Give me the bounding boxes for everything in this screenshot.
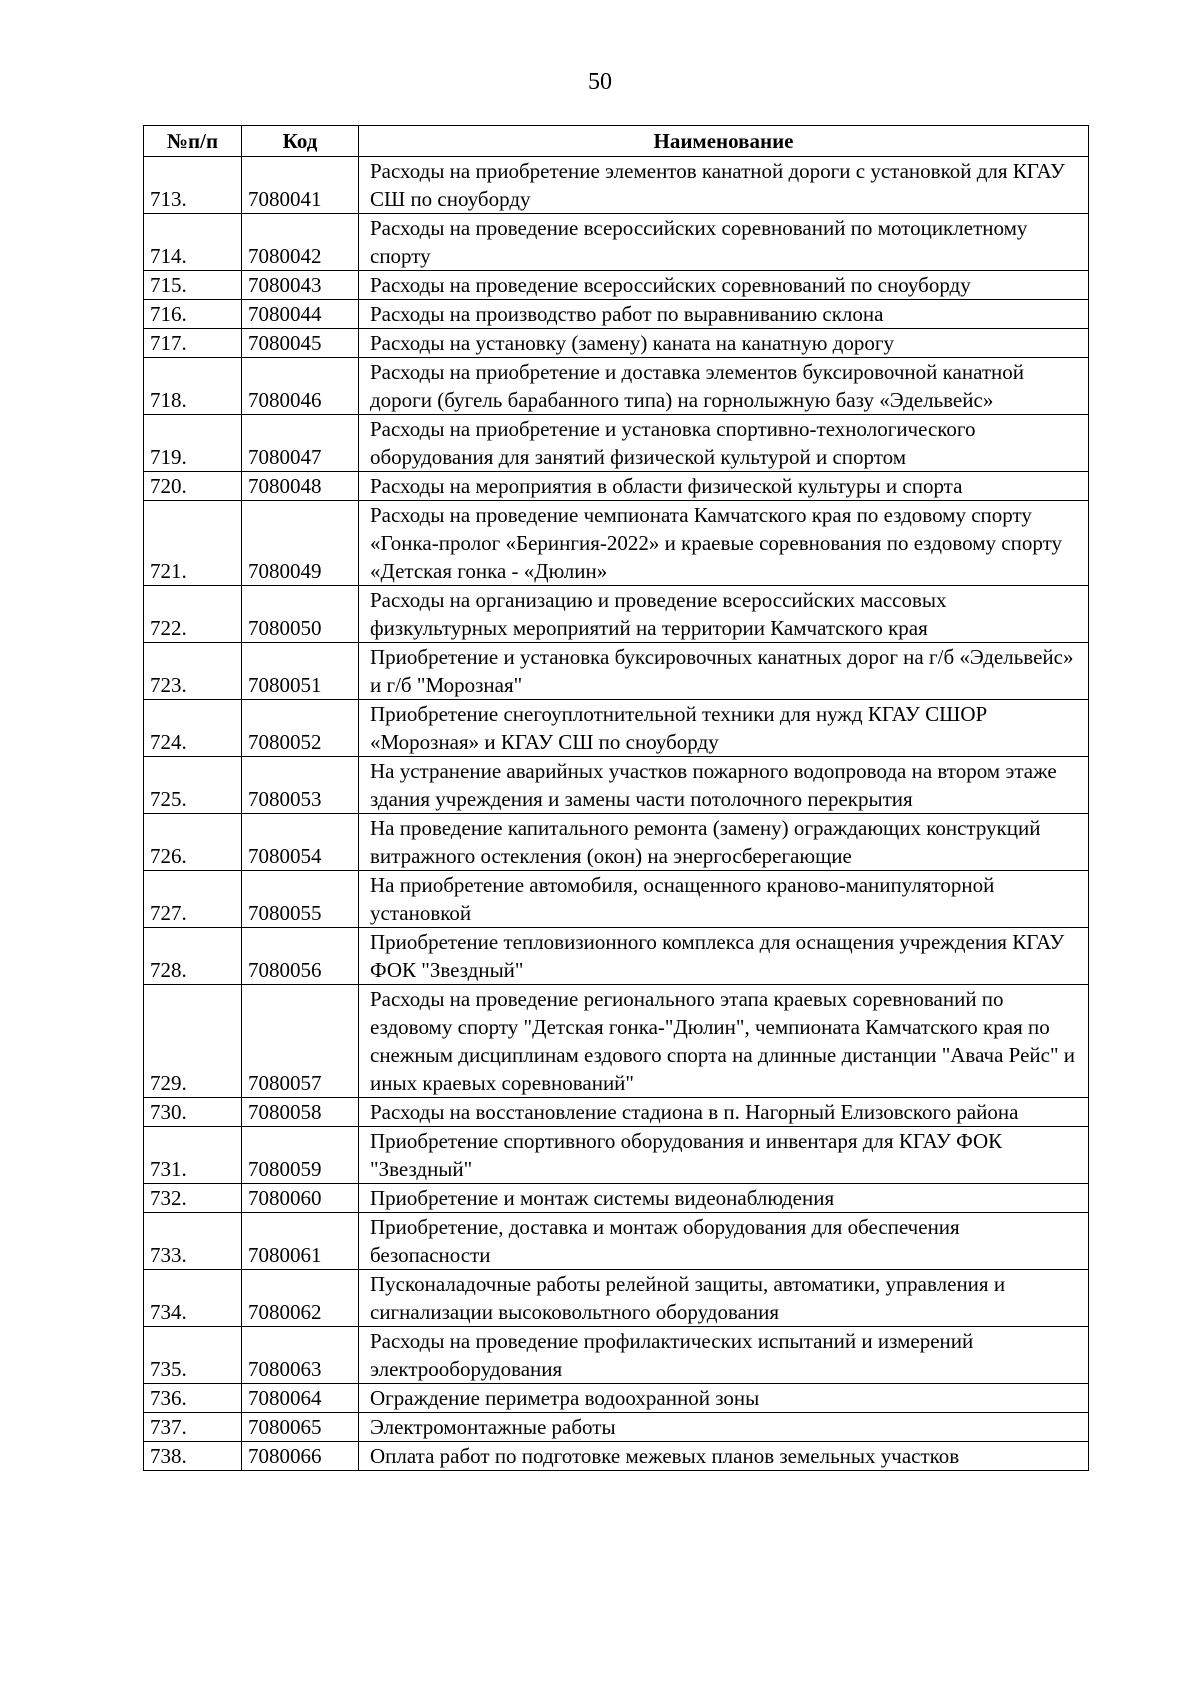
row-code-cell: 7080058 xyxy=(242,1098,359,1127)
row-code-cell: 7080063 xyxy=(242,1327,359,1384)
row-name-cell: Приобретение спортивного оборудования и инвентаря для КГАУ ФОК "Звездный" xyxy=(359,1127,1089,1184)
row-name-cell: Расходы на приобретение и доставка элементов буксировочной канатной дороги (бугель барабанного типа) на горнолыжную базу «Эдельвейс» xyxy=(359,358,1089,415)
row-name-cell: Приобретение тепловизионного комплекса для оснащения учреждения КГАУ ФОК "Звездный" xyxy=(359,928,1089,985)
table-row xyxy=(144,415,1089,472)
row-name-cell: Расходы на приобретение и установка спортивно-технологического оборудования для занятий физической культурой и спортом xyxy=(359,415,1089,472)
row-name-cell: Расходы на организацию и проведение всероссийских массовых физкультурных мероприятий на территории Камчатского края xyxy=(359,586,1089,643)
table-row xyxy=(144,157,1089,214)
row-name-cell: На приобретение автомобиля, оснащенного краново-манипуляторной установкой xyxy=(359,871,1089,928)
table-row xyxy=(144,586,1089,643)
row-name-cell: Электромонтажные работы xyxy=(359,1413,1089,1442)
table-row xyxy=(144,472,1089,501)
table-row xyxy=(144,1384,1089,1413)
row-code-cell: 7080041 xyxy=(242,157,359,214)
row-number-cell: 714. xyxy=(144,214,242,271)
row-name-cell: Расходы на проведение регионального этапа краевых соревнований по ездовому спорту "Детская гонка-"Дюлин", чемпионата Камчатского края по снежным дисциплинам ездового спорта на длинные дистанции "Авача Рейс" и иных краевых соревнований" xyxy=(359,985,1089,1098)
row-name-cell: Расходы на установку (замену) каната на канатную дорогу xyxy=(359,329,1089,358)
row-code-cell: 7080044 xyxy=(242,300,359,329)
budget-code-table xyxy=(143,125,1089,1471)
row-number-cell: 738. xyxy=(144,1442,242,1471)
row-name-cell: Приобретение, доставка и монтаж оборудования для обеспечения безопасности xyxy=(359,1213,1089,1270)
row-code-cell: 7080052 xyxy=(242,700,359,757)
table-row xyxy=(144,700,1089,757)
row-number-cell: 730. xyxy=(144,1098,242,1127)
table-row xyxy=(144,871,1089,928)
row-code-cell: 7080046 xyxy=(242,358,359,415)
row-name-cell: Ограждение периметра водоохранной зоны xyxy=(359,1384,1089,1413)
row-code-cell: 7080053 xyxy=(242,757,359,814)
row-number-cell: 720. xyxy=(144,472,242,501)
row-name-cell: Приобретение и монтаж системы видеонаблюдения xyxy=(359,1184,1089,1213)
row-name-cell: Расходы на проведение профилактических испытаний и измерений электрооборудования xyxy=(359,1327,1089,1384)
row-code-cell: 7080054 xyxy=(242,814,359,871)
table-row xyxy=(144,928,1089,985)
row-code-cell: 7080060 xyxy=(242,1184,359,1213)
table-row xyxy=(144,1413,1089,1442)
row-code-cell: 7080056 xyxy=(242,928,359,985)
row-name-cell: Расходы на приобретение элементов канатной дороги с установкой для КГАУ СШ по сноуборду xyxy=(359,157,1089,214)
row-number-cell: 721. xyxy=(144,501,242,586)
row-number-cell: 736. xyxy=(144,1384,242,1413)
table-row xyxy=(144,1184,1089,1213)
table-header-row xyxy=(144,126,1089,157)
row-name-cell: На проведение капитального ремонта (замену) ограждающих конструкций витражного остекления (окон) на энергосберегающие xyxy=(359,814,1089,871)
header-number: №п/п xyxy=(144,126,242,157)
page-number: 50 xyxy=(588,69,612,95)
row-number-cell: 733. xyxy=(144,1213,242,1270)
row-code-cell: 7080059 xyxy=(242,1127,359,1184)
row-code-cell: 7080049 xyxy=(242,501,359,586)
row-number-cell: 734. xyxy=(144,1270,242,1327)
row-name-cell: Расходы на проведение чемпионата Камчатского края по ездовому спорту «Гонка-пролог «Берингия-2022» и краевые соревнования по ездовому спорту «Детская гонка - «Дюлин» xyxy=(359,501,1089,586)
table-row xyxy=(144,1098,1089,1127)
row-number-cell: 728. xyxy=(144,928,242,985)
row-number-cell: 715. xyxy=(144,271,242,300)
table-row xyxy=(144,214,1089,271)
row-code-cell: 7080061 xyxy=(242,1213,359,1270)
table-row xyxy=(144,1213,1089,1270)
row-code-cell: 7080042 xyxy=(242,214,359,271)
row-number-cell: 719. xyxy=(144,415,242,472)
row-name-cell: Расходы на восстановление стадиона в п. Нагорный Елизовского района xyxy=(359,1098,1089,1127)
header-name: Наименование xyxy=(359,126,1089,157)
row-number-cell: 729. xyxy=(144,985,242,1098)
table-row xyxy=(144,358,1089,415)
row-code-cell: 7080050 xyxy=(242,586,359,643)
row-number-cell: 723. xyxy=(144,643,242,700)
row-number-cell: 718. xyxy=(144,358,242,415)
table-row xyxy=(144,1270,1089,1327)
row-number-cell: 722. xyxy=(144,586,242,643)
row-code-cell: 7080064 xyxy=(242,1384,359,1413)
row-name-cell: Расходы на проведение всероссийских соревнований по сноуборду xyxy=(359,271,1089,300)
row-number-cell: 726. xyxy=(144,814,242,871)
row-code-cell: 7080051 xyxy=(242,643,359,700)
table-row xyxy=(144,329,1089,358)
table-row xyxy=(144,814,1089,871)
row-name-cell: На устранение аварийных участков пожарного водопровода на втором этаже здания учреждения и замены части потолочного перекрытия xyxy=(359,757,1089,814)
header-code: Код xyxy=(242,126,359,157)
row-code-cell: 7080057 xyxy=(242,985,359,1098)
row-name-cell: Пусконаладочные работы релейной защиты, автоматики, управления и сигнализации высоковольтного оборудования xyxy=(359,1270,1089,1327)
table-row xyxy=(144,1127,1089,1184)
row-code-cell: 7080048 xyxy=(242,472,359,501)
row-number-cell: 732. xyxy=(144,1184,242,1213)
row-code-cell: 7080062 xyxy=(242,1270,359,1327)
row-name-cell: Расходы на проведение всероссийских соревнований по мотоциклетному спорту xyxy=(359,214,1089,271)
row-name-cell: Приобретение и установка буксировочных канатных дорог на г/б «Эдельвейс» и г/б "Морозная" xyxy=(359,643,1089,700)
row-number-cell: 716. xyxy=(144,300,242,329)
table-row xyxy=(144,757,1089,814)
row-number-cell: 731. xyxy=(144,1127,242,1184)
row-code-cell: 7080066 xyxy=(242,1442,359,1471)
row-name-cell: Оплата работ по подготовке межевых планов земельных участков xyxy=(359,1442,1089,1471)
row-code-cell: 7080045 xyxy=(242,329,359,358)
row-number-cell: 727. xyxy=(144,871,242,928)
table-body xyxy=(144,157,1089,1471)
row-number-cell: 724. xyxy=(144,700,242,757)
row-number-cell: 713. xyxy=(144,157,242,214)
row-number-cell: 717. xyxy=(144,329,242,358)
row-number-cell: 735. xyxy=(144,1327,242,1384)
row-code-cell: 7080055 xyxy=(242,871,359,928)
table-row xyxy=(144,271,1089,300)
row-name-cell: Расходы на мероприятия в области физической культуры и спорта xyxy=(359,472,1089,501)
table-row xyxy=(144,501,1089,586)
row-code-cell: 7080043 xyxy=(242,271,359,300)
table-row xyxy=(144,1327,1089,1384)
row-name-cell: Приобретение снегоуплотнительной техники для нужд КГАУ СШОР «Морозная» и КГАУ СШ по сноуборду xyxy=(359,700,1089,757)
table-row xyxy=(144,985,1089,1098)
table-row xyxy=(144,643,1089,700)
row-name-cell: Расходы на производство работ по выравниванию склона xyxy=(359,300,1089,329)
row-number-cell: 725. xyxy=(144,757,242,814)
table-row xyxy=(144,300,1089,329)
row-number-cell: 737. xyxy=(144,1413,242,1442)
row-code-cell: 7080065 xyxy=(242,1413,359,1442)
row-code-cell: 7080047 xyxy=(242,415,359,472)
table-row xyxy=(144,1442,1089,1471)
